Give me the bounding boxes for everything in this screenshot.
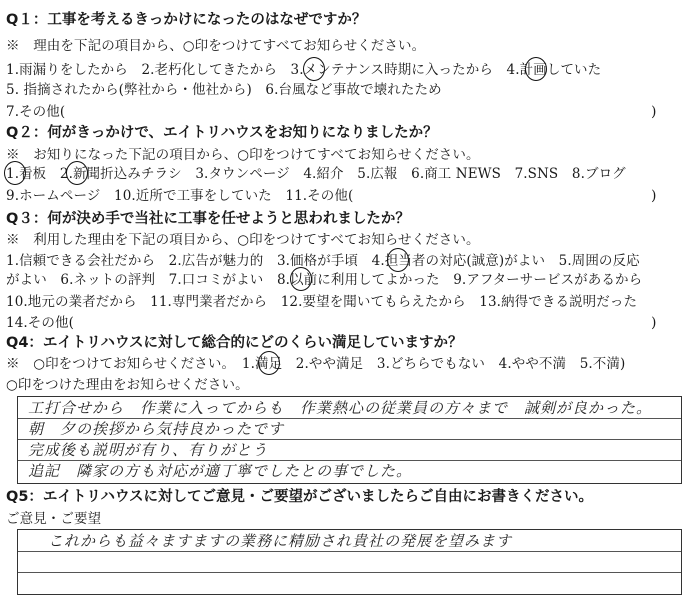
q1-selected-3-circle (303, 57, 325, 81)
q1-instruction: ※ 理由を下記の項目から、○印をつけてすべてお知らせください。 (6, 38, 426, 54)
q3-other-field[interactable]: 14.その他( (6, 315, 74, 331)
q4-answer-line-4: 追記 隣家の方も対応が適丁寧でしたとの事でした。 (28, 462, 413, 480)
q3-title: Q３：何が決め手で当社に工事を任せようと思われましたか？ (6, 211, 410, 227)
q4-selected-1-circle (258, 351, 280, 375)
q5-ruled-line (18, 551, 681, 552)
q5-label: ご意見・ご要望 (6, 511, 102, 527)
q3-selected-4-circle (387, 248, 409, 272)
q3-options-row2[interactable]: がよい 6.ネットの評判 7.口コミがよい 8.以前に利用してよかった 9.アフターサービスがあるから (6, 272, 643, 288)
q3-options-row1[interactable]: 1.信頼できる会社だから 2.広告が魅力的 3.価格が手頃 4.担当者の対応(誠意)がよい 5.周囲の反応 (6, 253, 640, 269)
q2-selected-2-circle (66, 161, 88, 185)
q2-options-row2[interactable]: 9.ホームページ 10.近所で工事をしていた 11.その他( (6, 188, 354, 204)
q5-comment-box[interactable] (17, 529, 682, 595)
q1-other-close: ) (651, 104, 657, 120)
q2-instruction: ※ お知りになった下記の項目から、○印をつけてすべてお知らせください。 (6, 147, 480, 163)
q5-title: Q5：エイトリハウスに対してご意見・ご要望がございましたらご自由にお書きください。 (6, 489, 594, 505)
q3-other-close: ) (651, 315, 657, 331)
q1-other-field[interactable]: 7.その他( (6, 104, 66, 120)
q4-answer-line-2: 朝 夕の挨拶から気持良かったです (28, 420, 285, 438)
q1-selected-4-circle (525, 57, 547, 81)
q4-reason-prompt: ○印をつけた理由をお知らせください。 (6, 377, 249, 393)
q3-instruction: ※ 利用した理由を下記の項目から、○印をつけてすべてお知らせください。 (6, 232, 480, 248)
q1-title: Q１：工事を考えるきっかけになったのはなぜですか？ (6, 12, 367, 28)
q3-options-row3[interactable]: 10.地元の業者だから 11.専門業者だから 12.要望を聞いてもらえたから 13.納得できる説明だった (6, 294, 638, 310)
q2-title: Q２：何がきっかけで、エイトリハウスをお知りになりましたか？ (6, 125, 438, 141)
q2-options-row1[interactable]: 1.看板 2.新聞折込みチラシ 3.タウンページ 4.紹介 5.広報 6.商工 NEWS 7.SNS 8.ブログ (6, 166, 626, 182)
q4-reason-box[interactable] (17, 396, 682, 484)
q4-options-row[interactable]: ※ ○印をつけてお知らせください。 1.満足 2.やや満足 3.どちらでもない 4.やや不満 5.不満) (6, 356, 626, 372)
q2-other-close: ) (651, 188, 657, 204)
q4-answer-line-1: 工打合せから 作業に入ってからも 作業熱心の従業員の方々まで 誠剣が良かった。 (28, 399, 653, 417)
q1-options-row2[interactable]: 5. 指摘されたから(弊社から・他社から) 6.台風など事故で壊れたため (6, 82, 442, 98)
q5-answer-line-1: これからも益々ますますの業務に精励され貴社の発展を望みます (48, 532, 513, 550)
q4-title: Q4：エイトリハウスに対して総合的にどのくらい満足していますか？ (6, 335, 463, 351)
q2-selected-1-circle (4, 161, 26, 185)
q4-answer-line-3: 完成後も説明が有り、有りがとう (28, 441, 269, 459)
q3-selected-8-circle (290, 267, 312, 291)
q1-options-row1[interactable]: 1.雨漏りをしたから 2.老朽化してきたから 3.メンテナンス時期に入ったから 4.計画していた (6, 62, 602, 78)
q5-ruled-line (18, 572, 681, 573)
